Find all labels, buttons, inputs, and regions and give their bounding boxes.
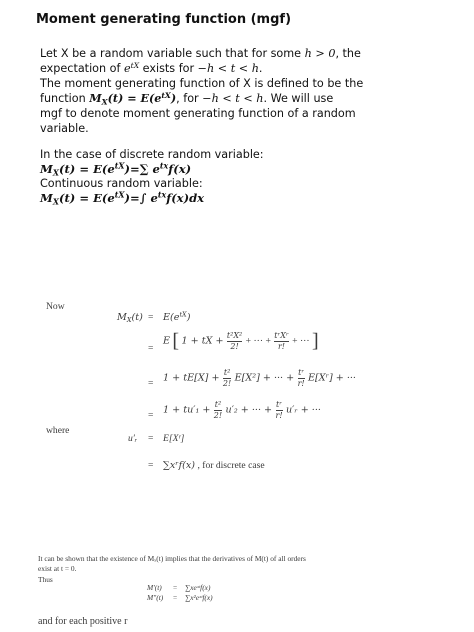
eq-sign: = [173, 593, 178, 602]
eq-sign: = [148, 343, 154, 354]
eq-row-1: $E(e^{tX})$ [163, 310, 191, 323]
discrete-label: In the case of discrete random variable: [40, 148, 264, 161]
thus-label: Thus [38, 575, 53, 584]
continuous-formula: $M_X(t) = E(e^{tX})=\int$ $e^{tx}f(x)dx$ [40, 190, 205, 207]
eq-row-3: 1 + tE[X] + $\frac{\text{t²}}{2!}$ E[X²] + ··· + $\frac{\text{tʳ}}{r!}$ E[Xʳ] + ··· [163, 368, 356, 388]
eq-sign: = [148, 312, 154, 323]
closing-line: and for each positive r [38, 616, 128, 627]
intro-line-2: expectation of $e^{tX}$ exists for −h < t < h. [40, 60, 263, 75]
now-label: Now [46, 301, 65, 312]
eq-sign: = [148, 410, 154, 421]
u-lhs: u′ᵣ [128, 433, 138, 444]
note-line-2: exist at t = 0. [38, 564, 77, 573]
u-row-2: ∑xʳf(x) , for discrete case [163, 460, 265, 471]
page-title: Moment generating function (mgf) [36, 12, 292, 27]
note-line-1: It can be shown that the existence of Mₓ(t) implies that the derivatives of M(t) of all orders [38, 554, 306, 563]
intro-line-4: function $M_X(t) = E(e^{tX})$, for −h < t < h. We will use [40, 90, 334, 107]
deriv-2-rhs: ∑x²eˣᵗf(x) [185, 593, 213, 602]
intro-line-6: variable. [40, 122, 89, 135]
discrete-formula: $M_X(t) = E(e^{tX})=\sum$ $e^{tx}f(x)$ [40, 161, 192, 178]
eq-row-4: 1 + tu′₁ + $\frac{\text{t²}}{2!}$ u′₂ + ··· + $\frac{\text{tʳ}}{r!}$ u′ᵣ + ··· [163, 400, 321, 420]
intro-line-5: mgf to denote moment generating function of a random [40, 107, 356, 120]
deriv-1-rhs: ∑xeˣᵗf(x) [185, 583, 211, 592]
eq-sign: = [148, 433, 154, 444]
u-row-1: E[Xʳ] [163, 433, 185, 444]
intro-line-3: The moment generating function of X is defined to be the [40, 77, 364, 90]
where-label: where [46, 425, 70, 436]
deriv-1-lhs: M′(t) [147, 583, 162, 592]
deriv-2-lhs: M″(t) [147, 593, 164, 602]
eq-sign: = [148, 378, 154, 389]
eq-sign: = [148, 460, 154, 471]
continuous-label: Continuous random variable: [40, 177, 203, 190]
mgf-lhs: $M_X(t)$ [117, 312, 143, 324]
eq-row-2: E [ 1 + tX + $\frac{\text{t²X²}}{2!}$ + ··· + $\frac{\text{tʳXʳ}}{r!}$ + ··· ] [163, 329, 319, 352]
eq-sign: = [173, 583, 178, 592]
intro-line-1: Let X be a random variable such that for some h > 0, the [40, 47, 361, 60]
